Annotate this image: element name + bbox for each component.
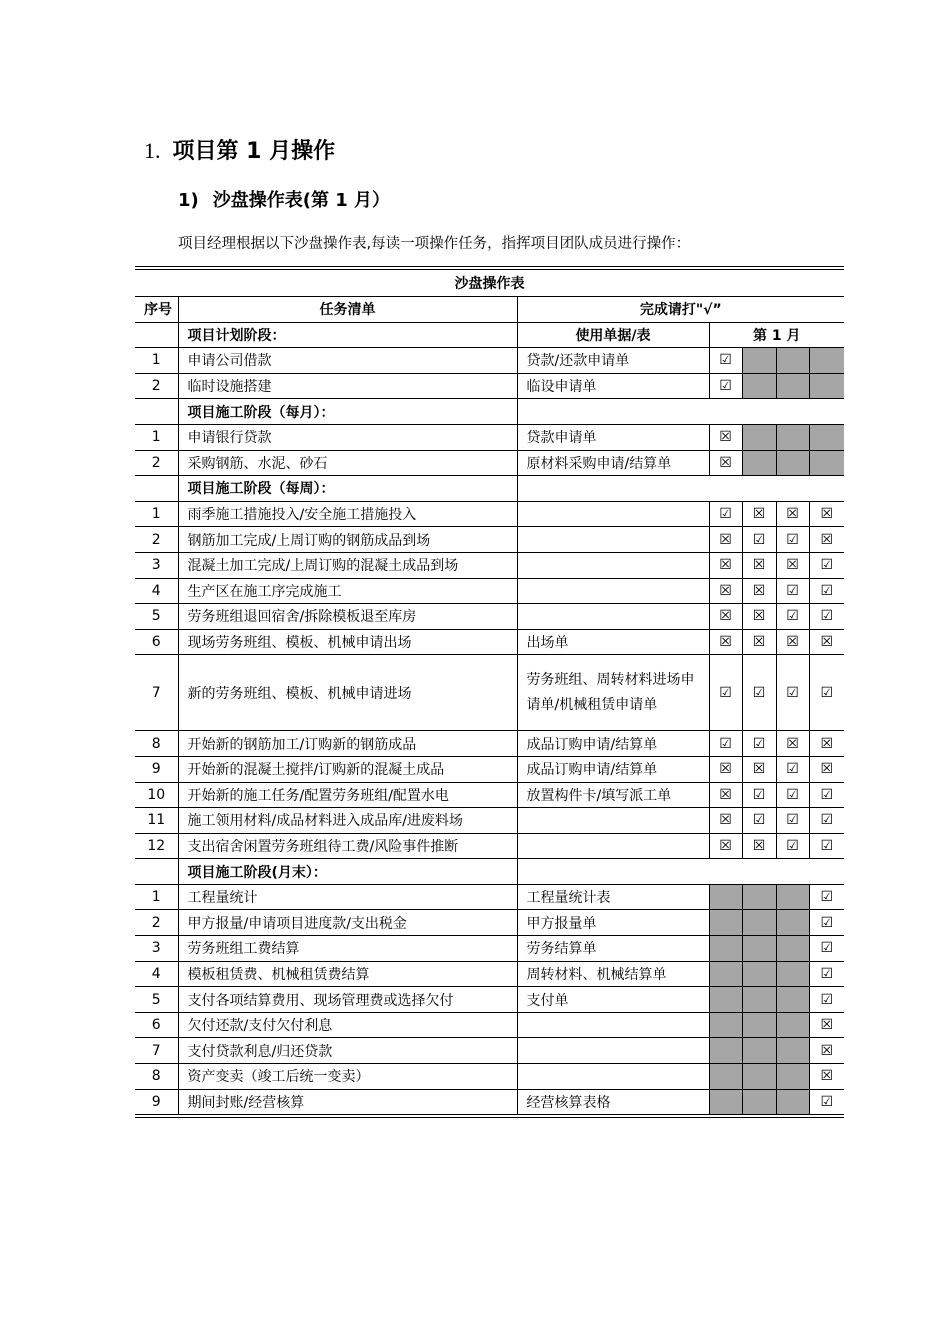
row-form: 经营核算表格 bbox=[517, 1089, 709, 1116]
table-row bbox=[135, 450, 844, 476]
week-checkbox-cell bbox=[742, 910, 776, 936]
table-row bbox=[135, 552, 844, 578]
week-checkbox-cell bbox=[776, 910, 809, 936]
sandbox-operation-table bbox=[135, 266, 844, 1118]
table-row bbox=[135, 961, 844, 987]
table-row bbox=[135, 424, 844, 450]
week-checkbox-cell: ☑ bbox=[742, 808, 776, 834]
week-checkbox-cell: ☑ bbox=[709, 348, 742, 374]
week-checkbox-cell bbox=[776, 373, 809, 399]
table-row bbox=[135, 910, 844, 936]
week-checkbox-cell: ☑ bbox=[809, 552, 844, 578]
table-row bbox=[135, 629, 844, 655]
row-task: 欠付还款/支付欠付利息 bbox=[178, 1012, 517, 1038]
week-checkbox-cell: ☒ bbox=[709, 756, 742, 782]
week-checkbox-cell: ☒ bbox=[809, 527, 844, 553]
row-seq: 1 bbox=[135, 424, 178, 450]
row-seq: 2 bbox=[135, 373, 178, 399]
week-checkbox-cell: ☒ bbox=[709, 604, 742, 630]
table-title-row bbox=[135, 268, 844, 297]
row-form bbox=[517, 1064, 709, 1090]
week-checkbox-cell bbox=[776, 961, 809, 987]
week-checkbox-cell: ☑ bbox=[809, 808, 844, 834]
row-form: 周转材料、机械结算单 bbox=[517, 961, 709, 987]
week-checkbox-cell bbox=[776, 1012, 809, 1038]
row-form bbox=[517, 1012, 709, 1038]
phase-seq-empty bbox=[135, 322, 178, 348]
row-task: 施工领用材料/成品材料进入成品库/进废料场 bbox=[178, 808, 517, 834]
week-checkbox-cell: ☒ bbox=[809, 629, 844, 655]
row-form bbox=[517, 552, 709, 578]
week-checkbox-cell: ☒ bbox=[709, 629, 742, 655]
week-checkbox-cell: ☒ bbox=[809, 756, 844, 782]
row-task: 开始新的混凝土搅拌/订购新的混凝土成品 bbox=[178, 756, 517, 782]
week-checkbox-cell bbox=[742, 1064, 776, 1090]
row-task: 申请银行贷款 bbox=[178, 424, 517, 450]
row-task: 资产变卖（竣工后统一变卖） bbox=[178, 1064, 517, 1090]
row-task: 开始新的钢筋加工/订购新的钢筋成品 bbox=[178, 731, 517, 757]
week-checkbox-cell: ☒ bbox=[776, 552, 809, 578]
row-seq: 7 bbox=[135, 655, 178, 731]
phase-row bbox=[135, 859, 844, 885]
phase-row bbox=[135, 476, 844, 502]
row-seq: 5 bbox=[135, 987, 178, 1013]
row-task: 临时设施搭建 bbox=[178, 373, 517, 399]
week-checkbox-cell: ☑ bbox=[709, 501, 742, 527]
subsection-number: 1) bbox=[178, 190, 199, 211]
row-form bbox=[517, 808, 709, 834]
table-row bbox=[135, 1089, 844, 1116]
week-checkbox-cell: ☒ bbox=[742, 756, 776, 782]
row-form bbox=[517, 833, 709, 859]
week-checkbox-cell: ☒ bbox=[776, 501, 809, 527]
table-row bbox=[135, 936, 844, 962]
week-checkbox-cell bbox=[742, 348, 776, 374]
phase-seq-empty bbox=[135, 859, 178, 885]
row-form bbox=[517, 527, 709, 553]
row-seq: 2 bbox=[135, 527, 178, 553]
week-checkbox-cell bbox=[776, 884, 809, 910]
week-checkbox-cell bbox=[809, 348, 844, 374]
week-checkbox-cell bbox=[709, 1012, 742, 1038]
row-form bbox=[517, 604, 709, 630]
week-checkbox-cell: ☒ bbox=[776, 629, 809, 655]
header-task: 任务清单 bbox=[178, 297, 517, 323]
row-form: 劳务班组、周转材料进场申请单/机械租赁申请单 bbox=[517, 655, 709, 731]
week-checkbox-cell: ☑ bbox=[809, 604, 844, 630]
week-checkbox-cell: ☒ bbox=[709, 782, 742, 808]
row-task: 支付贷款利息/归还贷款 bbox=[178, 1038, 517, 1064]
row-task: 支出宿舍闲置劳务班组待工费/风险事件推断 bbox=[178, 833, 517, 859]
week-checkbox-cell: ☑ bbox=[809, 833, 844, 859]
row-seq: 9 bbox=[135, 1089, 178, 1116]
week-checkbox-cell: ☑ bbox=[809, 936, 844, 962]
row-task: 现场劳务班组、模板、机械申请出场 bbox=[178, 629, 517, 655]
row-form: 贷款申请单 bbox=[517, 424, 709, 450]
week-checkbox-cell: ☒ bbox=[809, 731, 844, 757]
section-heading bbox=[144, 134, 335, 165]
row-form: 工程量统计表 bbox=[517, 884, 709, 910]
section-title: 项目第 1 月操作 bbox=[172, 139, 336, 164]
phase-label: 项目施工阶段（每周）： bbox=[178, 476, 517, 502]
week-checkbox-cell bbox=[776, 987, 809, 1013]
week-checkbox-cell: ☑ bbox=[776, 833, 809, 859]
week-checkbox-cell: ☑ bbox=[776, 756, 809, 782]
week-checkbox-cell: ☑ bbox=[709, 655, 742, 731]
week-checkbox-cell: ☒ bbox=[809, 1064, 844, 1090]
row-form bbox=[517, 578, 709, 604]
week-checkbox-cell bbox=[776, 1064, 809, 1090]
week-checkbox-cell bbox=[776, 348, 809, 374]
week-checkbox-cell: ☑ bbox=[809, 884, 844, 910]
table-row bbox=[135, 1038, 844, 1064]
week-checkbox-cell: ☒ bbox=[709, 527, 742, 553]
week-checkbox-cell bbox=[742, 1038, 776, 1064]
week-checkbox-cell bbox=[776, 1089, 809, 1116]
week-checkbox-cell: ☒ bbox=[709, 578, 742, 604]
week-checkbox-cell bbox=[709, 1089, 742, 1116]
phase-filler bbox=[517, 859, 844, 885]
week-checkbox-cell bbox=[776, 1038, 809, 1064]
row-task: 采购钢筋、水泥、砂石 bbox=[178, 450, 517, 476]
row-seq: 6 bbox=[135, 629, 178, 655]
table-row bbox=[135, 731, 844, 757]
week-checkbox-cell bbox=[742, 1012, 776, 1038]
row-task: 期间封账/经营核算 bbox=[178, 1089, 517, 1116]
row-form: 放置构件卡/填写派工单 bbox=[517, 782, 709, 808]
week-checkbox-cell: ☑ bbox=[776, 604, 809, 630]
row-task: 模板租赁费、机械租赁费结算 bbox=[178, 961, 517, 987]
week-checkbox-cell: ☒ bbox=[742, 833, 776, 859]
row-form: 贷款/还款申请单 bbox=[517, 348, 709, 374]
row-seq: 2 bbox=[135, 910, 178, 936]
week-checkbox-cell: ☑ bbox=[709, 731, 742, 757]
row-seq: 10 bbox=[135, 782, 178, 808]
row-seq: 1 bbox=[135, 348, 178, 374]
week-checkbox-cell: ☑ bbox=[776, 578, 809, 604]
week-checkbox-cell: ☑ bbox=[776, 655, 809, 731]
table-row bbox=[135, 987, 844, 1013]
phase-seq-empty bbox=[135, 476, 178, 502]
week-checkbox-cell bbox=[709, 987, 742, 1013]
table-row bbox=[135, 578, 844, 604]
week-checkbox-cell: ☒ bbox=[742, 501, 776, 527]
table-row bbox=[135, 756, 844, 782]
header-forms: 使用单据/表 bbox=[517, 322, 709, 348]
week-checkbox-cell: ☑ bbox=[809, 910, 844, 936]
week-checkbox-cell bbox=[709, 884, 742, 910]
week-checkbox-cell bbox=[742, 424, 776, 450]
phase-filler bbox=[517, 399, 844, 425]
week-checkbox-cell: ☑ bbox=[776, 808, 809, 834]
row-task: 雨季施工措施投入/安全施工措施投入 bbox=[178, 501, 517, 527]
header-done: 完成请打"√” bbox=[517, 297, 844, 323]
week-checkbox-cell bbox=[742, 987, 776, 1013]
row-form: 原材料采购申请/结算单 bbox=[517, 450, 709, 476]
row-form: 支付单 bbox=[517, 987, 709, 1013]
phase-row bbox=[135, 399, 844, 425]
row-seq: 5 bbox=[135, 604, 178, 630]
table-row bbox=[135, 884, 844, 910]
row-form bbox=[517, 1038, 709, 1064]
phase-filler bbox=[517, 476, 844, 502]
row-seq: 7 bbox=[135, 1038, 178, 1064]
week-checkbox-cell bbox=[742, 884, 776, 910]
week-checkbox-cell bbox=[709, 910, 742, 936]
table-row bbox=[135, 1012, 844, 1038]
week-checkbox-cell bbox=[742, 450, 776, 476]
phase-seq-empty bbox=[135, 399, 178, 425]
row-seq: 12 bbox=[135, 833, 178, 859]
table-row bbox=[135, 808, 844, 834]
week-checkbox-cell: ☒ bbox=[742, 552, 776, 578]
week-checkbox-cell: ☒ bbox=[742, 629, 776, 655]
row-task: 工程量统计 bbox=[178, 884, 517, 910]
row-seq: 9 bbox=[135, 756, 178, 782]
week-checkbox-cell: ☑ bbox=[809, 1089, 844, 1116]
week-checkbox-cell: ☑ bbox=[809, 987, 844, 1013]
row-task: 申请公司借款 bbox=[178, 348, 517, 374]
week-checkbox-cell: ☑ bbox=[809, 655, 844, 731]
table-row bbox=[135, 527, 844, 553]
row-task: 劳务班组退回宿舍/拆除模板退至库房 bbox=[178, 604, 517, 630]
phase-label: 项目施工阶段(月末）： bbox=[178, 859, 517, 885]
week-checkbox-cell: ☒ bbox=[709, 424, 742, 450]
week-checkbox-cell: ☑ bbox=[809, 782, 844, 808]
table-row bbox=[135, 501, 844, 527]
phase-row bbox=[135, 322, 844, 348]
week-checkbox-cell: ☑ bbox=[742, 731, 776, 757]
week-checkbox-cell bbox=[809, 450, 844, 476]
week-checkbox-cell bbox=[809, 424, 844, 450]
week-checkbox-cell: ☑ bbox=[709, 373, 742, 399]
week-checkbox-cell: ☒ bbox=[809, 1012, 844, 1038]
row-seq: 6 bbox=[135, 1012, 178, 1038]
week-checkbox-cell: ☑ bbox=[742, 782, 776, 808]
table-row bbox=[135, 604, 844, 630]
week-checkbox-cell bbox=[709, 1064, 742, 1090]
section-number: 1. bbox=[144, 138, 161, 163]
row-task: 新的劳务班组、模板、机械申请进场 bbox=[178, 655, 517, 731]
week-checkbox-cell: ☒ bbox=[709, 552, 742, 578]
table-row bbox=[135, 782, 844, 808]
row-seq: 3 bbox=[135, 552, 178, 578]
table-title: 沙盘操作表 bbox=[135, 268, 844, 297]
week-checkbox-cell: ☑ bbox=[776, 782, 809, 808]
week-checkbox-cell: ☒ bbox=[809, 1038, 844, 1064]
table-header-row bbox=[135, 297, 844, 323]
subsection-title: 沙盘操作表(第 1 月） bbox=[212, 190, 391, 211]
week-checkbox-cell: ☒ bbox=[742, 604, 776, 630]
row-form: 成品订购申请/结算单 bbox=[517, 731, 709, 757]
week-checkbox-cell bbox=[742, 373, 776, 399]
row-form: 甲方报量单 bbox=[517, 910, 709, 936]
week-checkbox-cell: ☑ bbox=[742, 527, 776, 553]
week-checkbox-cell bbox=[709, 961, 742, 987]
week-checkbox-cell: ☒ bbox=[809, 501, 844, 527]
row-seq: 2 bbox=[135, 450, 178, 476]
row-form: 出场单 bbox=[517, 629, 709, 655]
week-checkbox-cell bbox=[709, 1038, 742, 1064]
row-task: 生产区在施工序完成施工 bbox=[178, 578, 517, 604]
row-seq: 4 bbox=[135, 961, 178, 987]
row-task: 支付各项结算费用、现场管理费或选择欠付 bbox=[178, 987, 517, 1013]
row-seq: 11 bbox=[135, 808, 178, 834]
week-checkbox-cell: ☒ bbox=[776, 731, 809, 757]
row-task: 甲方报量/申请项目进度款/支出税金 bbox=[178, 910, 517, 936]
week-checkbox-cell bbox=[809, 373, 844, 399]
week-checkbox-cell: ☒ bbox=[709, 833, 742, 859]
week-checkbox-cell bbox=[776, 424, 809, 450]
week-checkbox-cell: ☑ bbox=[809, 578, 844, 604]
intro-paragraph: 项目经理根据以下沙盘操作表,每读一项操作任务，指挥项目团队成员进行操作： bbox=[178, 236, 691, 252]
table-row bbox=[135, 373, 844, 399]
row-seq: 3 bbox=[135, 936, 178, 962]
row-form bbox=[517, 501, 709, 527]
row-seq: 8 bbox=[135, 731, 178, 757]
row-form: 临设申请单 bbox=[517, 373, 709, 399]
week-checkbox-cell: ☑ bbox=[776, 527, 809, 553]
row-form: 劳务结算单 bbox=[517, 936, 709, 962]
week-checkbox-cell bbox=[776, 450, 809, 476]
row-seq: 1 bbox=[135, 884, 178, 910]
row-seq: 8 bbox=[135, 1064, 178, 1090]
phase-label: 项目计划阶段： bbox=[178, 322, 517, 348]
header-seq: 序号 bbox=[135, 297, 178, 323]
week-checkbox-cell: ☒ bbox=[709, 450, 742, 476]
week-checkbox-cell bbox=[709, 936, 742, 962]
phase-label: 项目施工阶段（每月）： bbox=[178, 399, 517, 425]
row-task: 劳务班组工费结算 bbox=[178, 936, 517, 962]
week-checkbox-cell: ☑ bbox=[809, 961, 844, 987]
week-checkbox-cell: ☒ bbox=[742, 578, 776, 604]
header-month: 第 1 月 bbox=[709, 322, 844, 348]
week-checkbox-cell: ☒ bbox=[709, 808, 742, 834]
week-checkbox-cell bbox=[742, 961, 776, 987]
week-checkbox-cell: ☑ bbox=[742, 655, 776, 731]
row-form: 成品订购申请/结算单 bbox=[517, 756, 709, 782]
table-row bbox=[135, 833, 844, 859]
subsection-heading bbox=[178, 186, 390, 212]
week-checkbox-cell bbox=[742, 1089, 776, 1116]
row-seq: 4 bbox=[135, 578, 178, 604]
table-row bbox=[135, 1064, 844, 1090]
row-task: 钢筋加工完成/上周订购的钢筋成品到场 bbox=[178, 527, 517, 553]
week-checkbox-cell bbox=[742, 936, 776, 962]
row-task: 混凝土加工完成/上周订购的混凝土成品到场 bbox=[178, 552, 517, 578]
row-seq: 1 bbox=[135, 501, 178, 527]
table-row bbox=[135, 655, 844, 731]
table-row bbox=[135, 348, 844, 374]
week-checkbox-cell bbox=[776, 936, 809, 962]
row-task: 开始新的施工任务/配置劳务班组/配置水电 bbox=[178, 782, 517, 808]
